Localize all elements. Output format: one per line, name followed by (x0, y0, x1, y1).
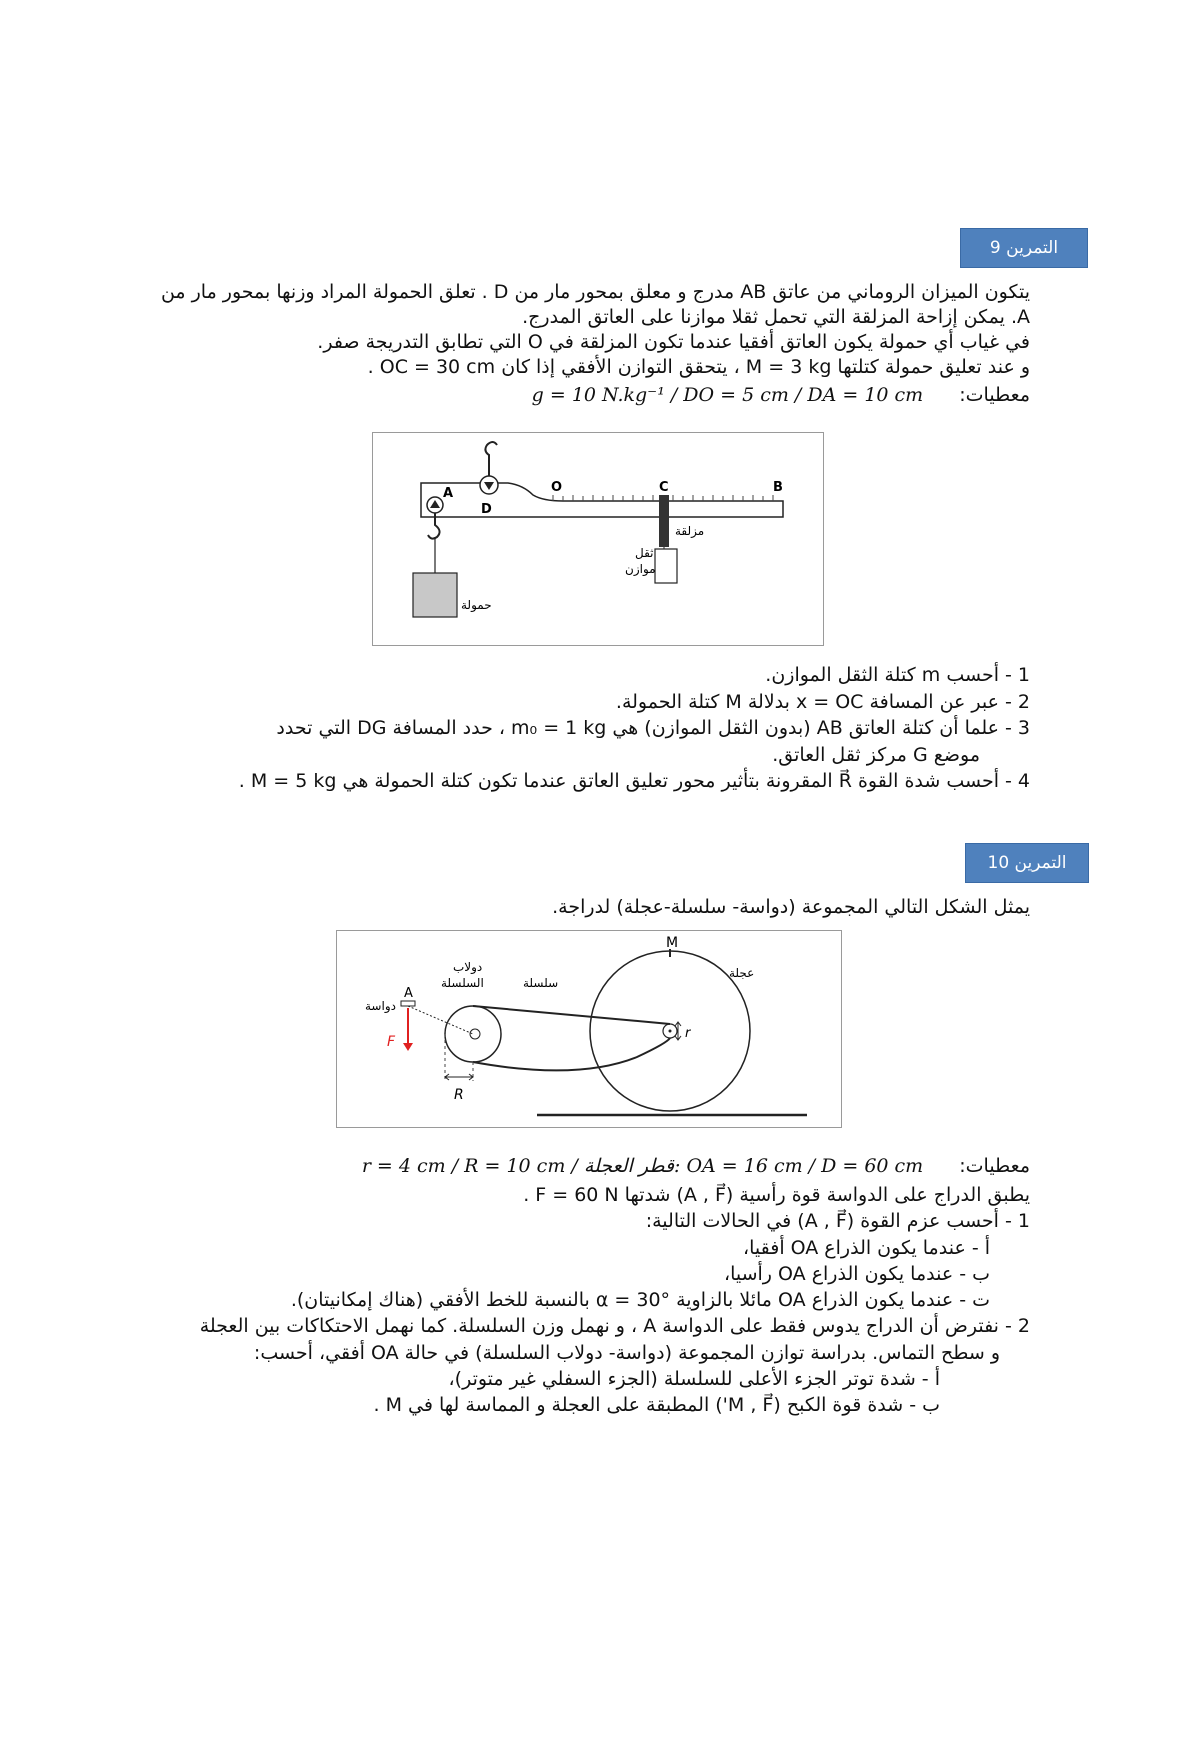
label-D: D (481, 502, 492, 517)
ex10-line-3: أ - عندما يكون الذراع OA أفقيا، (742, 1236, 990, 1259)
label-M: M (666, 935, 679, 951)
exercise-10-intro: يمثل الشكل التالي المجموعة (دواسة- سلسلة-عجلة) لدراجة. (552, 896, 1030, 918)
sprocket-label-2: السلسلة (441, 976, 484, 990)
label-R: R (454, 1087, 464, 1103)
label-C: C (659, 480, 669, 495)
bicycle-figure (336, 930, 842, 1128)
givens-label: معطيات: (959, 1155, 1030, 1177)
label-r: r (685, 1026, 691, 1041)
bicycle-drawing (337, 931, 841, 1127)
chain-label: سلسلة (523, 976, 559, 990)
label-F: F (387, 1034, 396, 1050)
exercise-9-givens (150, 383, 1030, 408)
question-2: 2 - عبر عن المسافة x = OC بدلالة M كتلة الحمولة. (615, 690, 1030, 713)
ex10-line-7: و سطح التماس. بدراسة توازن المجموعة (دواسة- دولاب السلسلة) في حالة OA أفقي، أحسب: (253, 1341, 1000, 1364)
pedal-label: دواسة (365, 999, 396, 1013)
intro-line-3: في غياب أي حمولة يكون العاتق أفقيا عندما تكون المزلقة في O التي تطابق التدريجة صفر. (317, 331, 1030, 353)
givens-values: OA = 16 cm / D = 60 cm :قطر العجلة / r = 4 cm / R = 10 cm (361, 1155, 924, 1177)
exercise-10-questions (150, 1182, 1030, 1419)
roman-balance-drawing (373, 433, 823, 645)
intro-line-1: يتكون الميزان الروماني من عاتق AB مدرج و معلق بمحور مار من D . تعلق الحمولة المراد وزنها بمحور مار من (160, 281, 1030, 303)
label-O: O (551, 480, 563, 495)
exercise-10-givens (150, 1154, 1030, 1179)
intro-line-4: و عند تعليق حمولة كتلتها M = 3 kg ، يتحقق التوازن الأفقي إذا كان OC = 30 cm . (367, 356, 1030, 378)
exercise-9-questions (150, 662, 1030, 795)
counterweight-label-1: ثقل (635, 546, 654, 560)
sprocket-label-1: دولاب (453, 960, 483, 974)
ex10-line-4: ب - عندما يكون الذراع OA رأسيا، (723, 1262, 990, 1285)
intro-line-2: A. يمكن إزاحة المزلقة التي تحمل ثقلا موازنا على العاتق المدرج. (522, 306, 1030, 328)
question-4: 4 - أحسب شدة القوة R⃗ المقرونة بتأثير محور تعليق العاتق عندما تكون كتلة الحمولة هي M = 5 kg . (238, 770, 1030, 792)
label-A: A (443, 486, 454, 501)
exercise-10-title: التمرين 10 (965, 843, 1089, 883)
label-A: A (404, 986, 413, 1001)
label-B: B (773, 480, 783, 495)
ex10-line-6: 2 - نفترض أن الدراج يدوس فقط على الدواسة A ، و نهمل وزن السلسلة. كما نهمل الاحتكاكات بين العجلة (199, 1315, 1030, 1338)
load-label: حمولة (461, 598, 492, 612)
question-3-cont: موضع G مركز ثقل العاتق. (772, 743, 980, 766)
roman-balance-figure (372, 432, 824, 646)
ex10-line-9: ب - شدة قوة الكبح (M , F⃗') المطبقة على العجلة و المماسة لها في M . (373, 1394, 940, 1417)
counterweight-label-2: موازن (625, 562, 656, 576)
exercise-9-intro (150, 280, 1030, 380)
wheel-label: عجلة (729, 966, 755, 980)
givens-values: g = 10 N.kg⁻¹ / DO = 5 cm / DA = 10 cm (531, 384, 924, 406)
ex10-line-1: يطبق الدراج على الدواسة قوة رأسية (A , F⃗) شدتها F = 60 N . (523, 1184, 1030, 1206)
question-3: 3 - علما أن كتلة العاتق AB (بدون الثقل الموازن) هي m₀ = 1 kg ، حدد المسافة DG التي تحدد (276, 717, 1030, 739)
ex10-line-2: 1 - أحسب عزم القوة (A , F⃗) في الحالات التالية: (645, 1210, 1030, 1233)
slider-label: مزلقة (675, 524, 705, 538)
exercise-9-title: التمرين 9 (960, 228, 1088, 268)
ex10-line-8: أ - شدة توتر الجزء الأعلى للسلسلة (الجزء السفلي غير متوتر)، (448, 1368, 940, 1391)
ex10-line-5: ت - عندما يكون الذراع OA مائلا بالزاوية α = 30° بالنسبة للخط الأفقي (هناك إمكانيتان). (290, 1289, 990, 1312)
givens-label: معطيات: (959, 384, 1030, 406)
question-1: 1 - أحسب m كتلة الثقل الموازن. (765, 664, 1030, 686)
